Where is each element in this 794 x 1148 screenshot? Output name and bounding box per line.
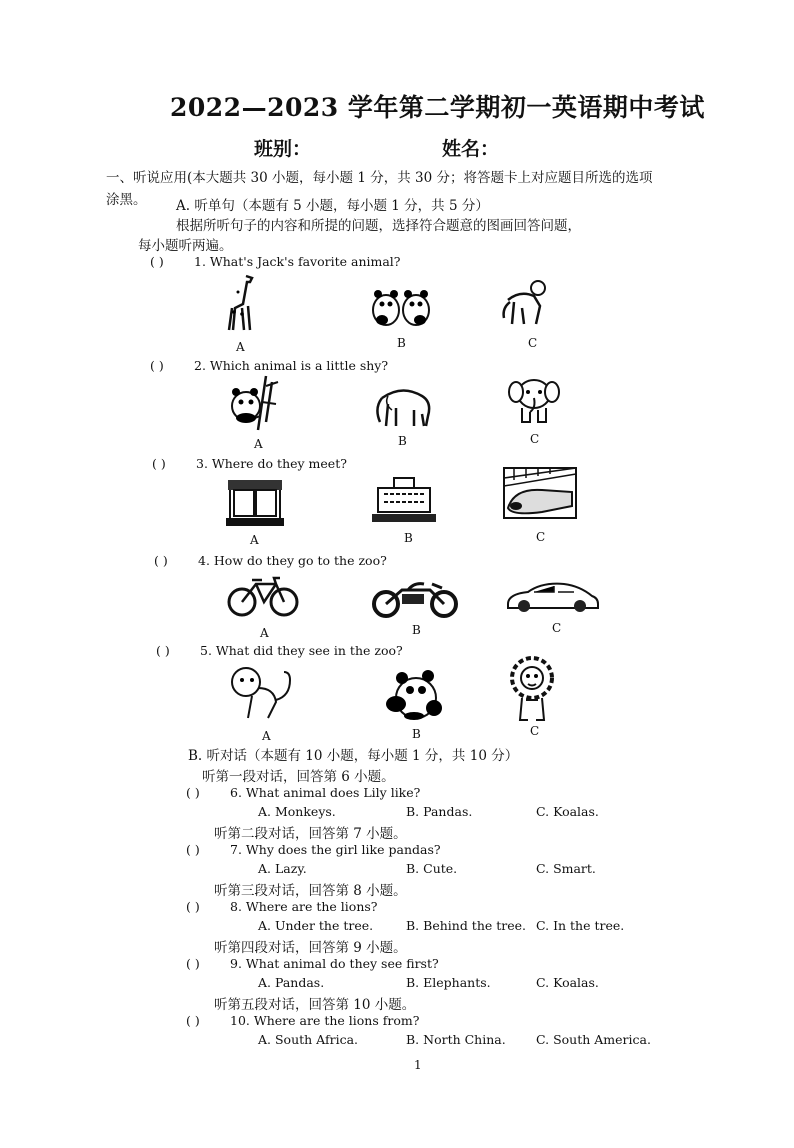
- answer-bracket[interactable]: ( ): [186, 1013, 200, 1028]
- option-letter-a: A: [260, 626, 269, 640]
- page-number: 1: [414, 1058, 422, 1072]
- option-c[interactable]: C. South America.: [536, 1032, 651, 1047]
- part-b-title: B. 听对话（本题有 10 小题，每小题 1 分，共 10 分）: [188, 748, 519, 764]
- option-a[interactable]: A. Pandas.: [258, 975, 325, 990]
- motorbike-icon[interactable]: [372, 578, 458, 622]
- monkey-icon[interactable]: [500, 278, 556, 332]
- option-b[interactable]: B. Elephants.: [406, 975, 491, 990]
- pandas-icon[interactable]: [370, 284, 432, 334]
- option-letter-c: C: [552, 621, 562, 635]
- answer-bracket[interactable]: ( ): [152, 456, 166, 471]
- giraffe-icon[interactable]: [218, 272, 262, 338]
- zoo-building-icon[interactable]: [372, 474, 436, 528]
- question-4: ( ) 4. How do they go to the zoo?: [154, 553, 387, 568]
- cartoon-elephant-icon[interactable]: [508, 374, 560, 430]
- part-a-title: A. 听单句（本题有 5 小题，每小题 1 分，共 5 分）: [176, 198, 489, 214]
- question-2: ( ) 2. Which animal is a little shy?: [150, 358, 389, 373]
- option-letter-b: B: [398, 434, 407, 448]
- page-title: 2022—2023 学年第二学期初一英语期中考试: [170, 93, 705, 122]
- question-3: ( ) 3. Where do they meet?: [152, 456, 347, 471]
- option-letter-c: C: [530, 724, 540, 738]
- question-7: ( ) 7. Why does the girl like pandas?: [186, 842, 441, 857]
- part-a-instruction: 根据所听句子的内容和所提的问题，选择符合题意的图画回答问题，: [176, 218, 581, 234]
- answer-bracket[interactable]: ( ): [150, 254, 164, 269]
- lion-icon[interactable]: [508, 656, 556, 726]
- option-b[interactable]: B. Behind the tree.: [406, 918, 527, 933]
- bicycle-icon[interactable]: [226, 574, 300, 622]
- option-letter-b: B: [412, 727, 421, 741]
- question-1: ( ) 1. What's Jack's favorite animal?: [150, 254, 401, 269]
- answer-bracket[interactable]: ( ): [186, 899, 200, 914]
- answer-bracket[interactable]: ( ): [156, 643, 170, 658]
- option-a[interactable]: A. Monkeys.: [258, 804, 336, 819]
- question-10: ( ) 10. Where are the lions from?: [186, 1013, 420, 1028]
- answer-bracket[interactable]: ( ): [186, 956, 200, 971]
- option-letter-a: A: [236, 340, 245, 354]
- dialog-intro-1: 听第一段对话，回答第 6 小题。: [202, 769, 395, 785]
- option-b[interactable]: B. Pandas.: [406, 804, 473, 819]
- option-letter-a: A: [250, 533, 259, 547]
- dialog-intro-5: 听第五段对话，回答第 10 小题。: [214, 997, 416, 1013]
- question-8: ( ) 8. Where are the lions?: [186, 899, 378, 914]
- elephant-icon[interactable]: [372, 384, 434, 432]
- option-letter-b: B: [404, 531, 413, 545]
- section-heading: 一、听说应用(本大题共 30 小题，每小题 1 分，共 30 分；将答题卡上对应题目所选的选项: [106, 170, 653, 186]
- train-station-icon[interactable]: [504, 468, 576, 522]
- name-label: 姓名：: [442, 138, 500, 160]
- class-label: 班别：: [254, 138, 312, 160]
- car-icon[interactable]: [504, 580, 600, 618]
- option-a[interactable]: A. Under the tree.: [258, 918, 374, 933]
- dialog-intro-4: 听第四段对话，回答第 9 小题。: [214, 940, 407, 956]
- question-6: ( ) 6. What animal does Lily like?: [186, 785, 421, 800]
- option-a[interactable]: A. Lazy.: [258, 861, 307, 876]
- dialog-intro-2: 听第二段对话，回答第 7 小题。: [214, 826, 407, 842]
- option-letter-c: C: [528, 336, 538, 350]
- option-b[interactable]: B. Cute.: [406, 861, 458, 876]
- panda-bamboo-icon[interactable]: [226, 376, 282, 434]
- option-c[interactable]: C. In the tree.: [536, 918, 625, 933]
- option-c[interactable]: C. Koalas.: [536, 804, 599, 819]
- answer-bracket[interactable]: ( ): [150, 358, 164, 373]
- option-letter-b: B: [397, 336, 406, 350]
- option-letter-a: A: [254, 437, 263, 451]
- panda-pair-icon[interactable]: [382, 664, 442, 724]
- answer-bracket[interactable]: ( ): [154, 553, 168, 568]
- part-a-instruction-2: 每小题听两遍。: [138, 238, 233, 254]
- option-c[interactable]: C. Koalas.: [536, 975, 599, 990]
- section-heading-cont: 涂黑。: [106, 192, 147, 208]
- bus-stop-icon[interactable]: [226, 476, 284, 532]
- option-a[interactable]: A. South Africa.: [258, 1032, 358, 1047]
- option-b[interactable]: B. North China.: [406, 1032, 506, 1047]
- dialog-intro-3: 听第三段对话，回答第 8 小题。: [214, 883, 407, 899]
- cartoon-monkey-icon[interactable]: [228, 664, 294, 724]
- question-9: ( ) 9. What animal do they see first?: [186, 956, 439, 971]
- option-c[interactable]: C. Smart.: [536, 861, 596, 876]
- question-5: ( ) 5. What did they see in the zoo?: [156, 643, 403, 658]
- option-letter-c: C: [536, 530, 546, 544]
- option-letter-a: A: [262, 729, 271, 743]
- option-letter-b: B: [412, 623, 421, 637]
- answer-bracket[interactable]: ( ): [186, 785, 200, 800]
- answer-bracket[interactable]: ( ): [186, 842, 200, 857]
- option-letter-c: C: [530, 432, 540, 446]
